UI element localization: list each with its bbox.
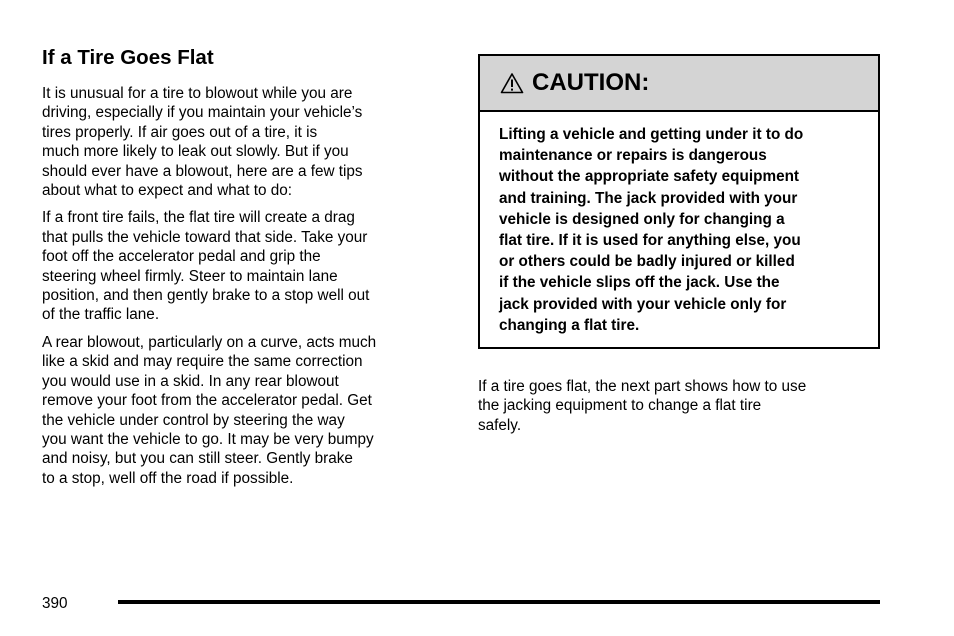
right-column — [478, 54, 880, 451]
paragraph-intro: It is unusual for a tire to blowout while you are driving, especially if you maintain your vehicle’s tires properly. If air goes out of a tire, it is much more likely to leak out slowly. But if you should ever have a blowout, here are a few tips about what to expect and what to do: — [42, 85, 363, 200]
page-number: 390 — [42, 595, 68, 612]
paragraph-rear-blowout: A rear blowout, particularly on a curve, acts much like a skid and may require the same correction you would use in a skid. In any rear blowout remove your foot from the accelerator pedal. Get the vehicle under control by steering the way you want the vehicle to go. It may be very bumpy and noisy, but you can still steer. Gently brake to a stop, well off the road if possible. — [42, 333, 377, 487]
caution-body: Lifting a vehicle and getting under it to do maintenance or repairs is dangerous without the appropriate safety equipment and training. The jack provided with your vehicle is designed only for changing a flat tire. If it is used for anything else, you or others could be badly injured or killed if the vehicle slips off the jack. Use the jack provided with your vehicle only for changing a flat tire. — [499, 126, 804, 334]
left-column — [42, 46, 442, 496]
caution-title: CAUTION: — [532, 69, 650, 96]
section-title: If a Tire Goes Flat — [42, 46, 214, 69]
caution-header — [480, 56, 878, 112]
jacking-note: If a tire goes flat, the next part shows how to use the jacking equipment to change a flat tire safely. — [478, 378, 807, 434]
paragraph-front-tire: If a front tire fails, the flat tire will create a drag that pulls the vehicle toward that side. Take your foot off the accelerator pedal and grip the steering wheel firmly. Steer to maintain lane position, and then gently brake to a stop well out of the traffic lane. — [42, 209, 370, 324]
caution-box — [478, 54, 880, 349]
warning-triangle-icon — [500, 72, 524, 94]
footer-rule — [118, 600, 880, 604]
